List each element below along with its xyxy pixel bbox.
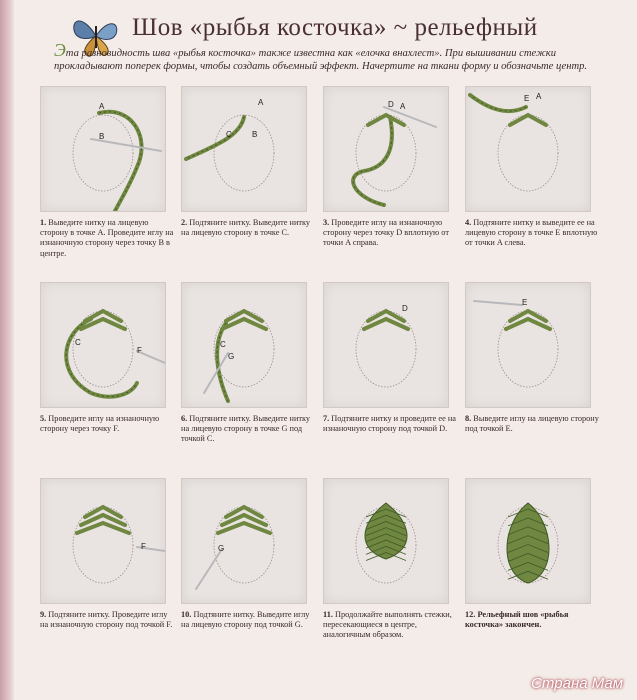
leaf-outline	[498, 311, 558, 387]
point-label: D	[388, 100, 394, 109]
leaf-outline	[73, 507, 133, 583]
point-label: A	[258, 98, 264, 107]
intro-dropcap: Э	[54, 40, 66, 60]
leaf-outline	[73, 115, 133, 191]
point-label: G	[228, 352, 235, 361]
intro-text: та разновидность шва «рыбья косточка» также известна как «елочка внахлест». При вышивании стежки прокладывают поперек формы, чтобы создать объемный эффект. Начертите на ткани форму и обозначьте центр.	[54, 48, 588, 72]
step-5	[40, 282, 174, 434]
step-1	[40, 86, 174, 259]
leaf-outline	[356, 311, 416, 387]
step-text: Проведите иглу на изнаночную сторону через точку D вплотную от точки A справа.	[323, 218, 449, 248]
step-12	[465, 478, 599, 630]
point-label: F	[137, 346, 142, 355]
step-caption	[40, 218, 174, 259]
step-photo	[465, 86, 591, 212]
step-text: Подтяните нитку. Выведите нитку на лицевую сторону в точке C.	[181, 218, 311, 238]
step-number: 4.	[465, 218, 472, 227]
step-photo	[181, 282, 307, 408]
step-9	[40, 478, 174, 630]
step-text: Подтяните нитку. Выведите нитку на лицевую сторону в точке G под точкой C.	[181, 414, 311, 444]
thread-strand	[66, 319, 137, 397]
step-7	[323, 282, 457, 434]
step-number: 8.	[465, 414, 472, 423]
point-label: C	[226, 130, 232, 139]
step-2	[181, 86, 315, 238]
needle-icon	[196, 549, 222, 589]
watermark: Страна Мам	[531, 675, 623, 692]
step-6	[181, 282, 315, 445]
leaf-outline	[214, 311, 274, 387]
point-label: B	[99, 132, 105, 141]
step-caption	[181, 610, 315, 630]
point-label: E	[522, 298, 528, 307]
step-caption	[181, 218, 315, 238]
point-label: B	[252, 130, 258, 139]
point-label: D	[402, 304, 408, 313]
step-photo	[40, 86, 166, 212]
step-number: 1.	[40, 218, 47, 227]
step-text: Рельефный шов «рыбья косточка» закончен.	[465, 610, 569, 630]
point-label: A	[99, 102, 105, 111]
step-photo	[40, 282, 166, 408]
step-11	[323, 478, 457, 641]
point-label: E	[524, 94, 530, 103]
step-caption	[40, 610, 174, 630]
thread-strand	[470, 95, 526, 111]
step-number: 9.	[40, 610, 47, 619]
step-number: 6.	[181, 414, 188, 423]
step-3	[323, 86, 457, 249]
page-title: Шов «рыбья косточка» ~ рельефный	[132, 14, 538, 41]
step-photo	[323, 282, 449, 408]
step-photo	[465, 282, 591, 408]
thread-twist	[186, 117, 244, 159]
step-caption	[323, 610, 457, 641]
step-text: Проведите иглу на изнаночную сторону через точку F.	[40, 414, 160, 434]
step-photo	[181, 86, 307, 212]
step-8	[465, 282, 599, 434]
fishbone-stitch	[510, 115, 546, 125]
step-photo	[465, 478, 591, 604]
step-photo	[323, 478, 449, 604]
needle-icon	[474, 301, 522, 305]
step-caption	[181, 414, 315, 445]
step-text: Выведите иглу на лицевую сторону под точкой E.	[465, 414, 599, 434]
step-10	[181, 478, 315, 630]
step-photo	[323, 86, 449, 212]
step-number: 12.	[465, 610, 476, 619]
fishbone-stitch	[368, 115, 404, 125]
step-caption	[465, 610, 599, 630]
point-label: G	[218, 544, 225, 553]
step-text: Подтяните нитку. Проведите иглу на изнаночную сторону под точкой F.	[40, 610, 173, 630]
step-number: 5.	[40, 414, 47, 423]
step-text: Подтяните нитку и выведите ее на лицевую сторону в точке E вплотную от точки A слева.	[465, 218, 598, 248]
step-caption	[465, 414, 599, 434]
step-number: 7.	[323, 414, 330, 423]
step-number: 3.	[323, 218, 330, 227]
step-photo	[181, 478, 307, 604]
point-label: F	[141, 542, 146, 551]
intro-paragraph	[54, 40, 614, 73]
step-4	[465, 86, 599, 249]
point-label: A	[400, 102, 406, 111]
point-label: C	[75, 338, 81, 347]
step-text: Подтяните нитку и проведите ее на изнаночную сторону под точкой D.	[323, 414, 456, 434]
step-caption	[323, 414, 457, 434]
step-text: Выведите нитку на лицевую сторону в точке A. Проведите иглу на изнаночную сторону через точку B в центре.	[40, 218, 174, 258]
leaf-outline	[498, 115, 558, 191]
point-label: C	[220, 340, 226, 349]
leaf-outline	[214, 115, 274, 191]
leaf-outline	[356, 115, 416, 191]
page-edge	[0, 0, 14, 700]
step-caption	[40, 414, 174, 434]
step-caption	[323, 218, 457, 249]
point-label: A	[536, 92, 542, 101]
step-number: 11.	[323, 610, 333, 619]
step-number: 10.	[181, 610, 192, 619]
step-caption	[465, 218, 599, 249]
step-text: Подтяните нитку. Выведите иглу на лицевую сторону под точкой G.	[181, 610, 310, 630]
step-photo	[40, 478, 166, 604]
step-text: Продолжайте выполнять стежки, пересекающиеся в центре, аналогичным образом.	[323, 610, 452, 640]
step-number: 2.	[181, 218, 188, 227]
thread-strand	[186, 117, 244, 159]
thread-strand	[99, 112, 142, 211]
